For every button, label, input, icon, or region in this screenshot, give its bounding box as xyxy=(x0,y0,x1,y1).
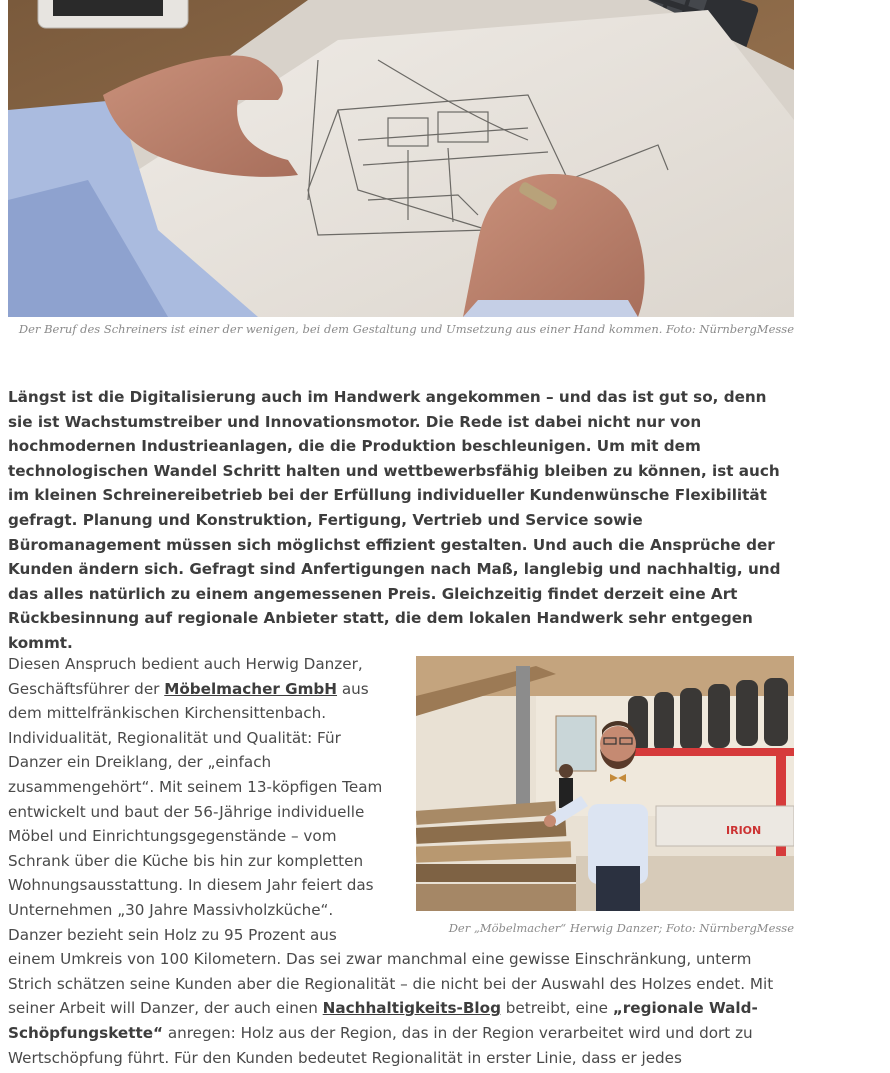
company-link[interactable]: Möbelmacher GmbH xyxy=(164,679,338,698)
machine-brand-label: IRION xyxy=(726,824,762,837)
hero-photo xyxy=(8,0,794,317)
body-text-4: anregen: Holz aus der Region, das in der Region verarbeitet wird und dort zu Wertschöpfung führt. Für den Kunden bedeutet Regionalität in erster Linie, dass er jedes xyxy=(8,1023,753,1067)
workshop-illustration xyxy=(416,656,794,911)
highlighted-phrase: „regionale Wald-Schöpfungskette“ xyxy=(8,999,758,1042)
article-body xyxy=(8,652,794,1070)
drafting-illustration xyxy=(8,0,794,317)
body-text-1: Diesen Anspruch bedient auch Herwig Danzer, Geschäftsführer der xyxy=(8,655,363,698)
hero-photo-caption: Der Beruf des Schreiners ist einer der wenigen, bei dem Gestaltung und Umsetzung aus einer Hand kommen. Foto: NürnbergMesse xyxy=(18,322,794,336)
body-text-3: betreibt, eine xyxy=(500,999,613,1018)
portrait-figure xyxy=(416,656,794,941)
portrait-photo-caption: Der „Möbelmacher“ Herwig Danzer; Foto: NürnbergMesse xyxy=(448,921,794,935)
intro-paragraph: Längst ist die Digitalisierung auch im Handwerk angekommen – und das ist gut so, denn sie ist Wachstumstreiber und Innovationsmotor. Die Rede ist dabei nicht nur von hochmodernen Industrieanlagen, die die Produktion beschleunigen. Um mit dem technologischen Wandel Schritt halten und wettbewerbsfähig bleiben zu können, ist auch im kleinen Schreinereibetrieb bei der Erfüllung individueller Kundenwünsche Flexibilität gefragt. Planung und Konstruktion, Fertigung, Vertrieb und Service sowie Büromanagement müssen sich möglichst effizient gestalten. Und auch die Ansprüche der Kunden ändern sich. Gefragt sind Anfertigungen nach Maß, langlebig und nachhaltig, und das alles natürlich zu einem angemessenen Preis. Gleichzeitig findet derzeit eine Art Rückbesinnung auf regionale Anbieter statt, die dem lokalen Handwerk sehr entgegen kommt. xyxy=(8,388,781,652)
blog-link[interactable]: Nachhaltigkeits-Blog xyxy=(322,999,501,1018)
portrait-photo xyxy=(416,656,794,911)
body-text-2: aus dem mittelfränkischen Kirchensittenbach. Individualität, Regionalität und Qualität: Für Danzer ein Dreiklang, der „einfach zusammengehört“. Mit seinem 13-köpfigen Team entwickelt und baut der 56-Jährige individuelle Möbel und Einrichtungsgegenstände – vom Schrank über die Küche bis hin zur kompletten Wohnungsausstattung. In diesem Jahr feiert das Unternehmen „30 Jahre Massivholzküche“. Danzer bezieht sein Holz zu 95 Prozent aus einem Umkreis von 100 Kilometern. Das sei zwar manchmal eine gewisse Einschränkung, unterm Strich schätzen seine Kunden aber die Regionalität – die nicht bei der Auswahl des Holzes endet. Mit seiner Arbeit will Danzer, der auch einen xyxy=(8,679,774,1018)
